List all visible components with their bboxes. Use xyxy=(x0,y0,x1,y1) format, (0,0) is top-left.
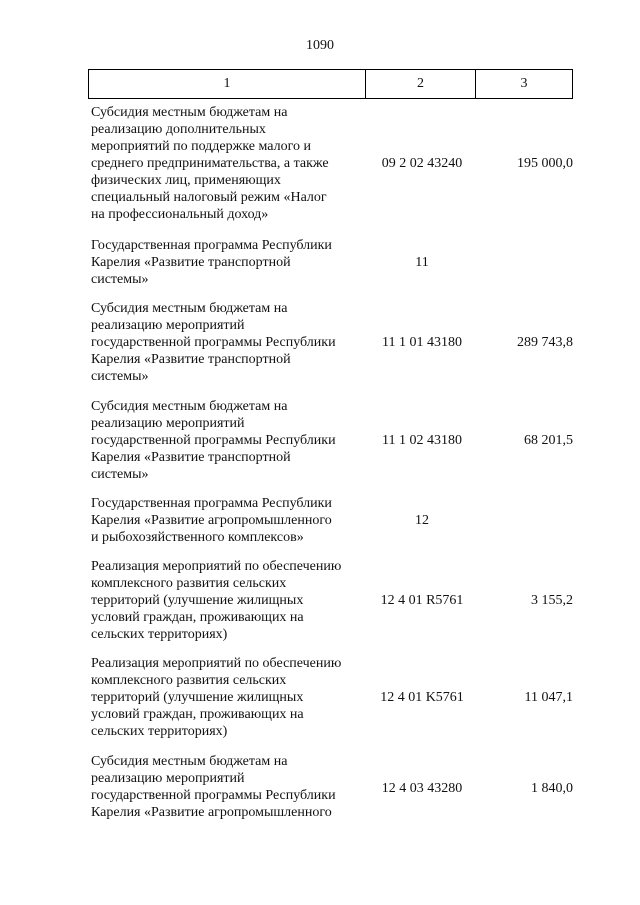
row-code: 11 1 01 43180 xyxy=(382,335,462,350)
row-description: Государственная программа Республики Карелия «Развитие транспортной системы» xyxy=(91,238,332,287)
row-amount: 289 743,8 xyxy=(517,335,573,350)
row-amount: 1 840,0 xyxy=(531,781,573,796)
row-description: Реализация мероприятий по обеспечению комплексного развития сельских территорий (улучшение жилищных условий граждан, проживающих на сельских территориях) xyxy=(91,559,342,642)
row-amount: 11 047,1 xyxy=(524,690,573,705)
page-number: 1090 xyxy=(306,38,334,53)
row-code: 12 xyxy=(415,513,429,528)
row-code: 11 1 02 43180 xyxy=(382,433,462,448)
row-amount: 3 155,2 xyxy=(531,593,573,608)
row-description: Субсидия местным бюджетам на реализацию мероприятий государственной программы Республики Карелия «Развитие транспортной системы» xyxy=(91,399,336,482)
row-amount: 68 201,5 xyxy=(524,433,573,448)
column-header-2: 2 xyxy=(366,70,476,98)
column-header-3: 3 xyxy=(520,76,528,91)
row-description: Государственная программа Республики Карелия «Развитие агропромышленного и рыбохозяйственного комплексов» xyxy=(91,496,332,545)
row-amount: 195 000,0 xyxy=(517,156,573,171)
row-description: Реализация мероприятий по обеспечению комплексного развития сельских территорий (улучшение жилищных условий граждан, проживающих на сельских территориях) xyxy=(91,656,342,739)
row-description: Субсидия местным бюджетам на реализацию мероприятий государственной программы Республики Карелия «Развитие агропромышленного xyxy=(91,754,336,820)
row-code: 12 4 01 R5761 xyxy=(380,593,464,608)
row-description: Субсидия местным бюджетам на реализацию мероприятий государственной программы Республики Карелия «Развитие транспортной системы» xyxy=(91,301,336,384)
row-code: 11 xyxy=(415,255,429,270)
row-code: 09 2 02 43240 xyxy=(381,156,463,171)
row-code: 12 4 03 43280 xyxy=(381,781,463,796)
row-code: 12 4 01 K5761 xyxy=(380,690,464,705)
table-header xyxy=(88,69,573,99)
row-description: Субсидия местным бюджетам на реализацию дополнительных мероприятий по поддержке малого и среднего предпринимательства, а также физических лиц, применяющих специальный налоговый режим «Налог на профессиональный доход» xyxy=(91,105,329,222)
column-header-1: 1 xyxy=(89,70,366,98)
